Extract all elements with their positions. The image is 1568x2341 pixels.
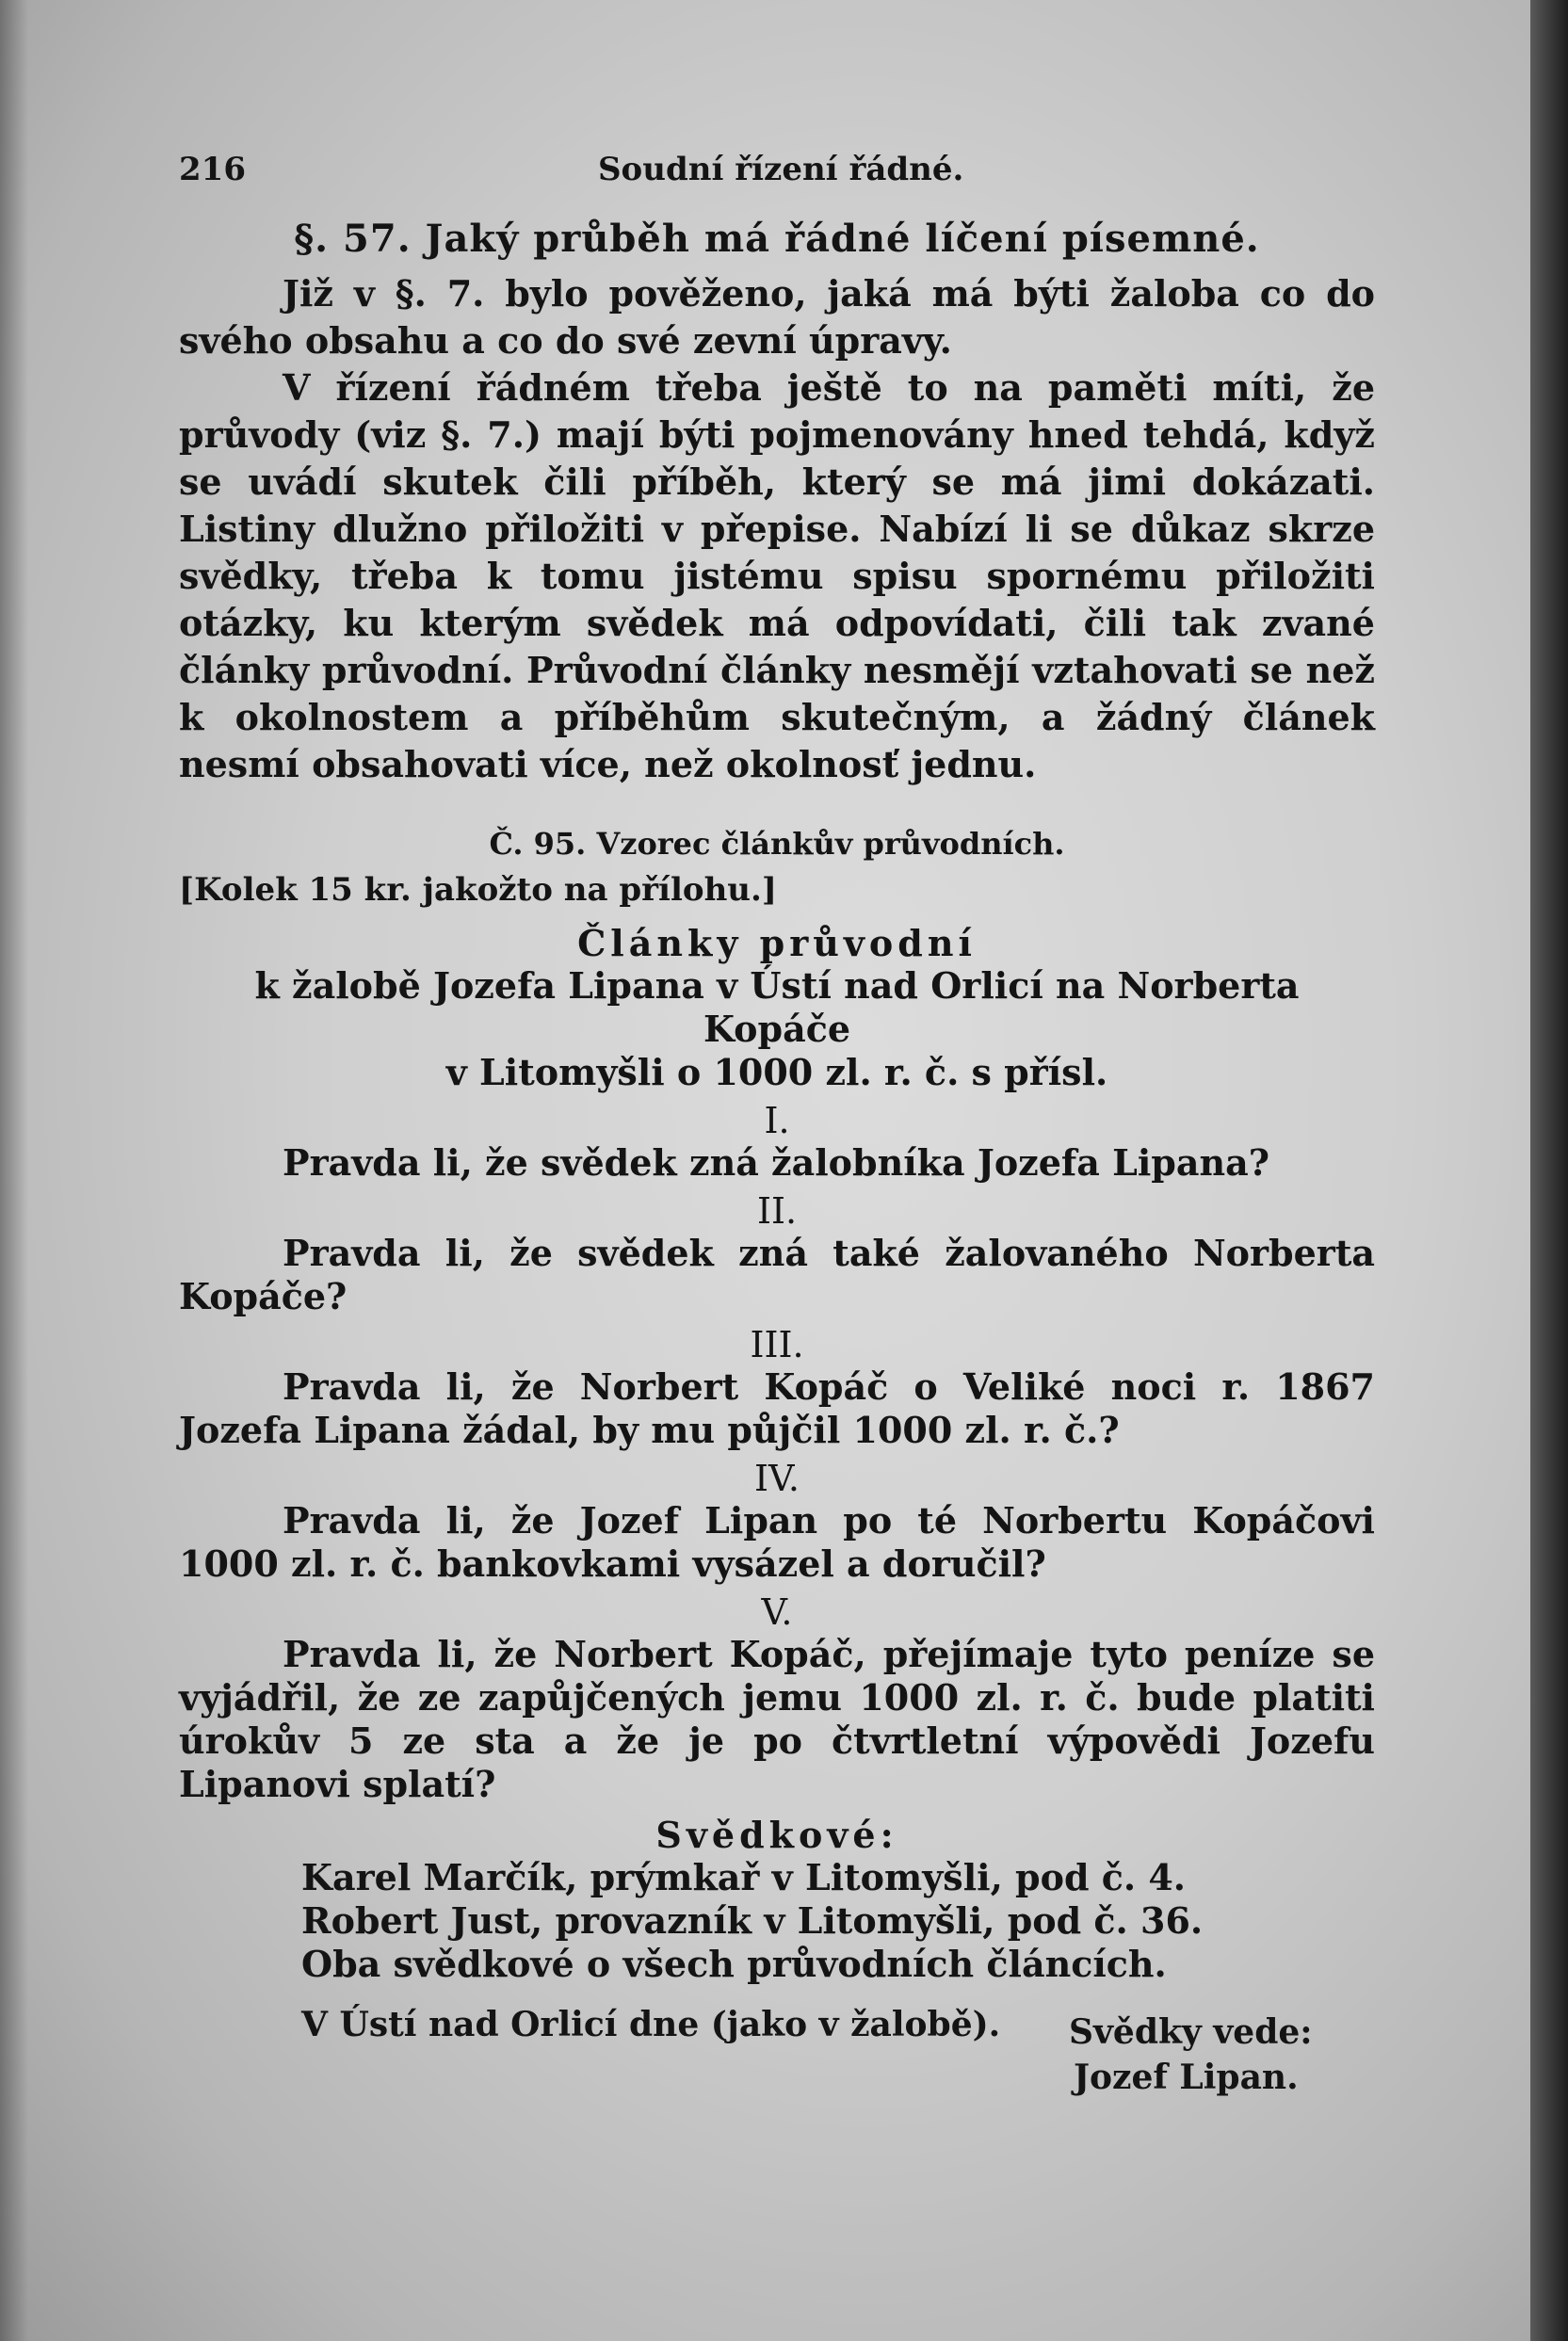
page-number: 216 bbox=[179, 151, 246, 188]
witness-line: Oba svědkové o všech průvodních článcích. bbox=[301, 1943, 1167, 1985]
witness-line: Robert Just, provazník v Litomyšli, pod č. 36. bbox=[301, 1899, 1204, 1942]
article-numeral: II. bbox=[756, 1190, 798, 1232]
form-subtitle-line-2: v Litomyšli o 1000 zl. r. č. s přísl. bbox=[445, 1051, 1108, 1093]
article-question: Pravda li, že svědek zná také žalovaného Norberta Kopáče? bbox=[179, 1232, 1375, 1317]
witnesses-heading: Svědkové: bbox=[655, 1814, 898, 1856]
form-subtitle-line-1: k žalobě Jozefa Lipana v Ústí nad Orlicí na Norberta Kopáče bbox=[254, 964, 1300, 1050]
article-question: Pravda li, že Norbert Kopáč o Veliké noci r. 1867 Jozefa Lipana žádal, by mu půjčil 1000 zl. r. č.? bbox=[179, 1365, 1375, 1451]
page-header bbox=[179, 141, 1375, 198]
book-page bbox=[179, 141, 1375, 2127]
section-heading: §. 57. Jaký průběh má řádné líčení písemné. bbox=[294, 217, 1260, 261]
right-book-edge bbox=[1530, 0, 1568, 2341]
signature-label: Svědky vede: bbox=[1069, 2012, 1313, 2052]
stamp-note: [Kolek 15 kr. jakožto na přílohu.] bbox=[179, 871, 777, 909]
place-date: V Ústí nad Orlicí dne (jako v žalobě). bbox=[301, 2005, 1001, 2044]
left-shadow bbox=[0, 0, 28, 2341]
article-numeral: I. bbox=[764, 1100, 790, 1141]
article-numeral: III. bbox=[750, 1324, 804, 1365]
signature-name: Jozef Lipan. bbox=[1074, 2058, 1299, 2097]
paragraph-1: Již v §. 7. bylo pověženo, jaká má býti žaloba co do svého obsahu a co do své zevní úpravy. bbox=[179, 272, 1375, 362]
article-question: Pravda li, že Jozef Lipan po té Norbertu Kopáčovi 1000 zl. r. č. bankovkami vysázel a doručil? bbox=[179, 1499, 1375, 1585]
article-numeral: IV. bbox=[754, 1458, 800, 1499]
form-title: Články průvodní bbox=[577, 922, 977, 964]
witness-line: Karel Marčík, prýmkař v Litomyšli, pod č. 4. bbox=[301, 1856, 1187, 1898]
paragraph-2: V řízení řádném třeba ještě to na paměti míti, že průvody (viz §. 7.) mají býti pojmenovány hned tehdá, když se uvádí skutek čili příběh, který se má jimi dokázati. Listiny dlužno přiložiti v přepise. Nabízí li se důkaz skrze svědky, třeba k tomu jistému spisu spornému přiložiti otázky, ku kterým svědek má odpovídati, čili tak zvané články průvodní. Průvodní články nesmějí vztahovati se než k okolnostem a příběhům skutečným, a žádný článek nesmí obsahovati více, než okolnosť jednu. bbox=[179, 366, 1375, 785]
article-numeral: V. bbox=[761, 1591, 793, 1633]
article-question: Pravda li, že svědek zná žalobníka Jozefa Lipana? bbox=[283, 1141, 1269, 1184]
form-heading: Č. 95. Vzorec článkův průvodních. bbox=[489, 826, 1065, 862]
form-footer bbox=[179, 2005, 1375, 2127]
article-question: Pravda li, že Norbert Kopáč, přejímaje tyto peníze se vyjádřil, že ze zapůjčených jemu 1000 zl. r. č. bude platiti úrokův 5 ze sta a že je po čtvrtletní výpovědi Jozefu Lipanovi splatí? bbox=[179, 1633, 1375, 1805]
running-title: Soudní řízení řádné. bbox=[598, 151, 964, 188]
